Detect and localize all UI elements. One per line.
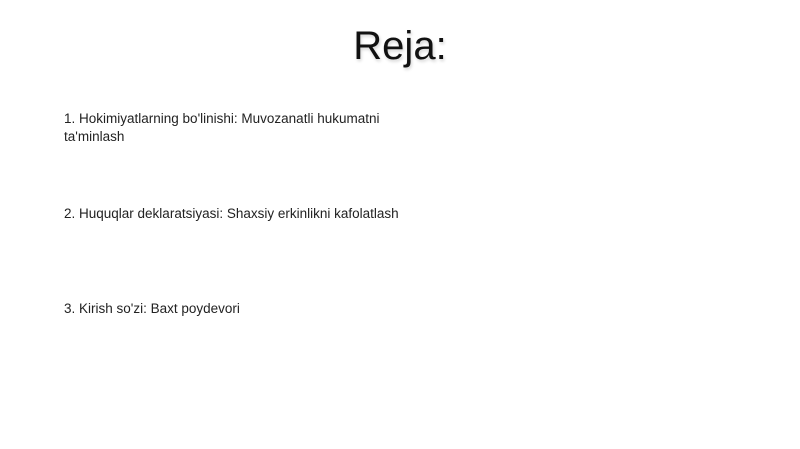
plan-item-1: 1. Hokimiyatlarning bo'linishi: Muvozanatli hukumatni ta'minlash — [64, 111, 380, 144]
plan-item-2: 2. Huquqlar deklaratsiyasi: Shaxsiy erkinlikni kafolatlash — [64, 206, 399, 221]
slide-title: Reja: — [353, 24, 447, 68]
plan-item-3: 3. Kirish so'zi: Baxt poydevori — [64, 301, 240, 316]
